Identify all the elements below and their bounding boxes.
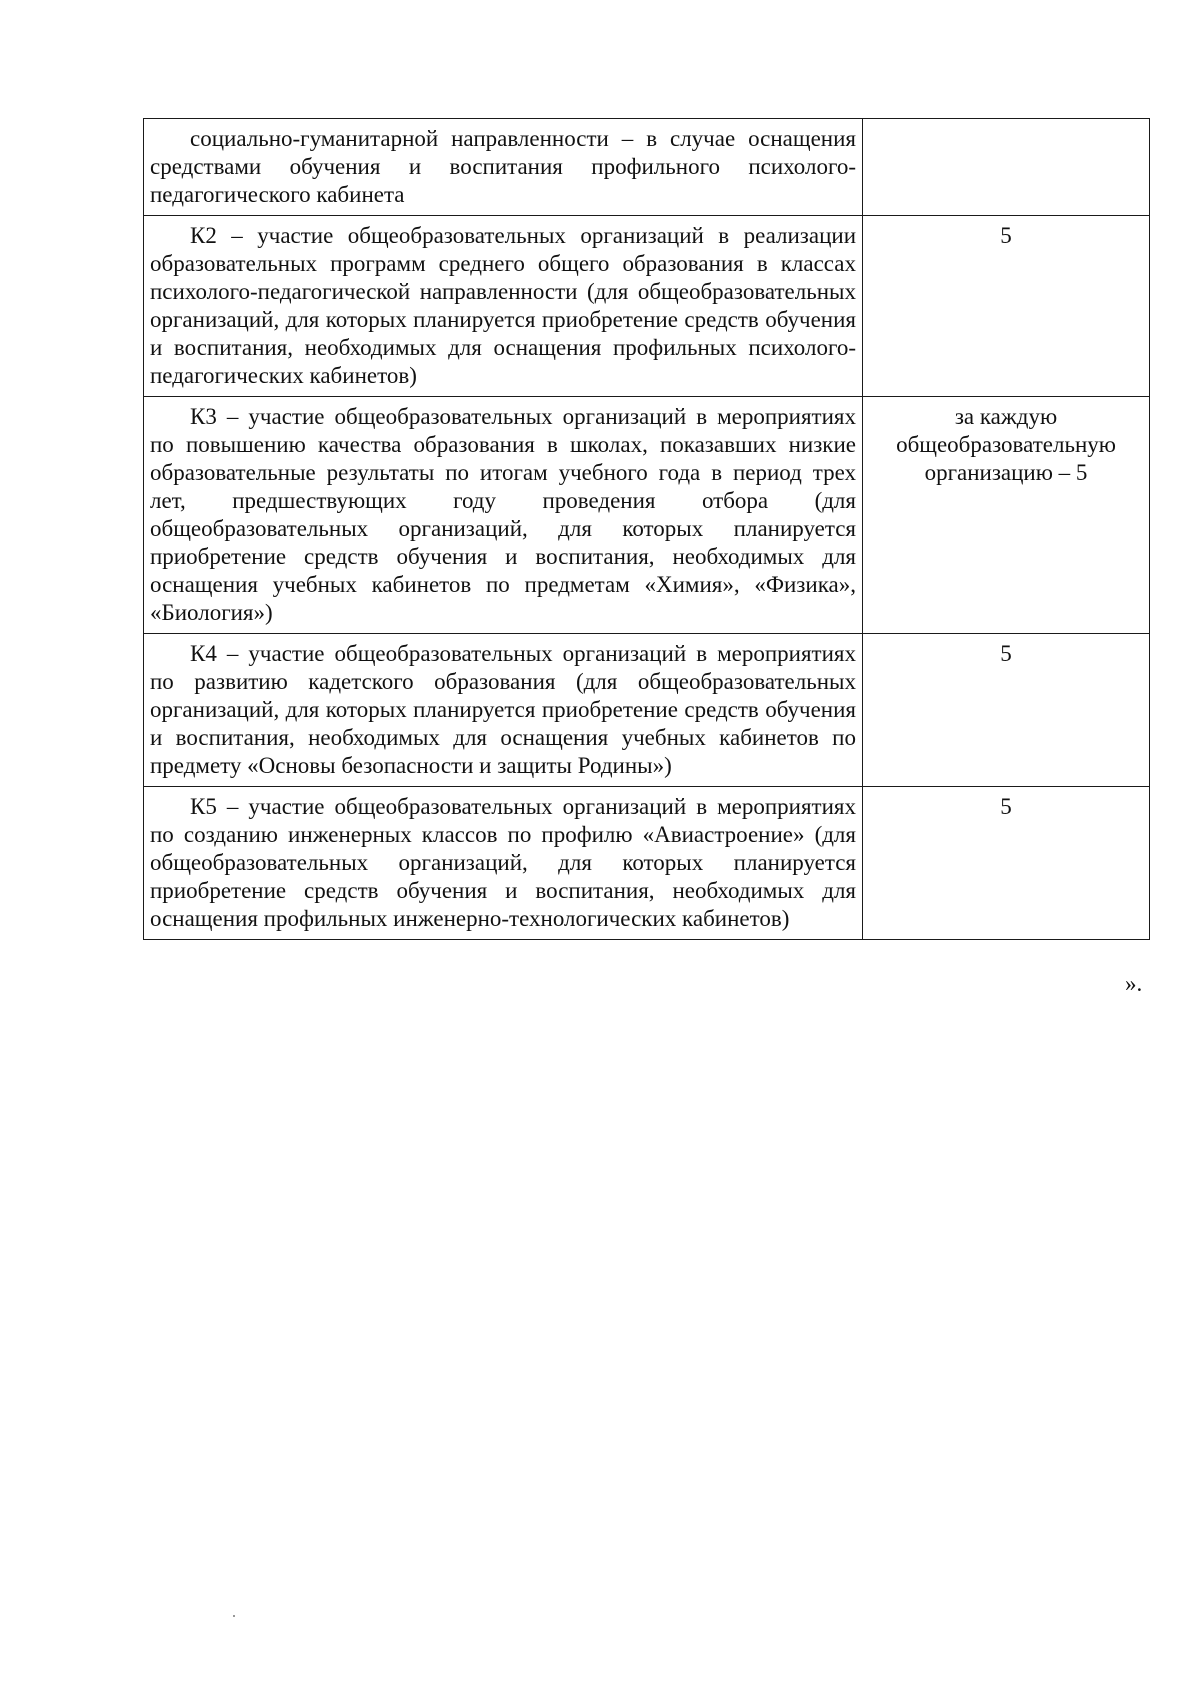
criterion-description: К3 – участие общеобразовательных организаций в мероприятиях по повышению качества образования в школах, показавших низкие образовательные результаты по итогам учебного года в период трех лет, предшествующих году проведения отбора (для общеобразовательных организаций, для которых планируется приобретение средств обучения и воспитания, необходимых для оснащения учебных кабинетов по предметам «Химия», «Физика», «Биология») [144,397,863,634]
scan-speck [233,1615,235,1617]
criterion-value: 5 [863,787,1150,940]
table-row [144,787,1150,940]
criterion-value: 5 [863,216,1150,397]
criterion-description: социально-гуманитарной направленности – в случае оснащения средствами обучения и воспитания профильного психолого-педагогического кабинета [144,119,863,216]
table-row [144,119,1150,216]
closing-quote-mark: ». [1125,971,1143,996]
criterion-value: 5 [863,634,1150,787]
table-row [144,397,1150,634]
criteria-table [143,118,1150,940]
criterion-description: К4 – участие общеобразовательных организаций в мероприятиях по развитию кадетского образования (для общеобразовательных организаций, для которых планируется приобретение средств обучения и воспитания, необходимых для оснащения учебных кабинетов по предмету «Основы безопасности и защиты Родины») [144,634,863,787]
criterion-value: за каждую общеобразовательную организацию – 5 [863,397,1150,634]
criterion-description: К5 – участие общеобразовательных организаций в мероприятиях по созданию инженерных классов по профилю «Авиастроение» (для общеобразовательных организаций, для которых планируется приобретение средств обучения и воспитания, необходимых для оснащения профильных инженерно-технологических кабинетов) [144,787,863,940]
table-row [144,216,1150,397]
table-row [144,634,1150,787]
criterion-value [863,119,1150,216]
criterion-description: К2 – участие общеобразовательных организаций в реализации образовательных программ среднего общего образования в классах психолого-педагогической направленности (для общеобразовательных организаций, для которых планируется приобретение средств обучения и воспитания, необходимых для оснащения профильных психолого-педагогических кабинетов) [144,216,863,397]
